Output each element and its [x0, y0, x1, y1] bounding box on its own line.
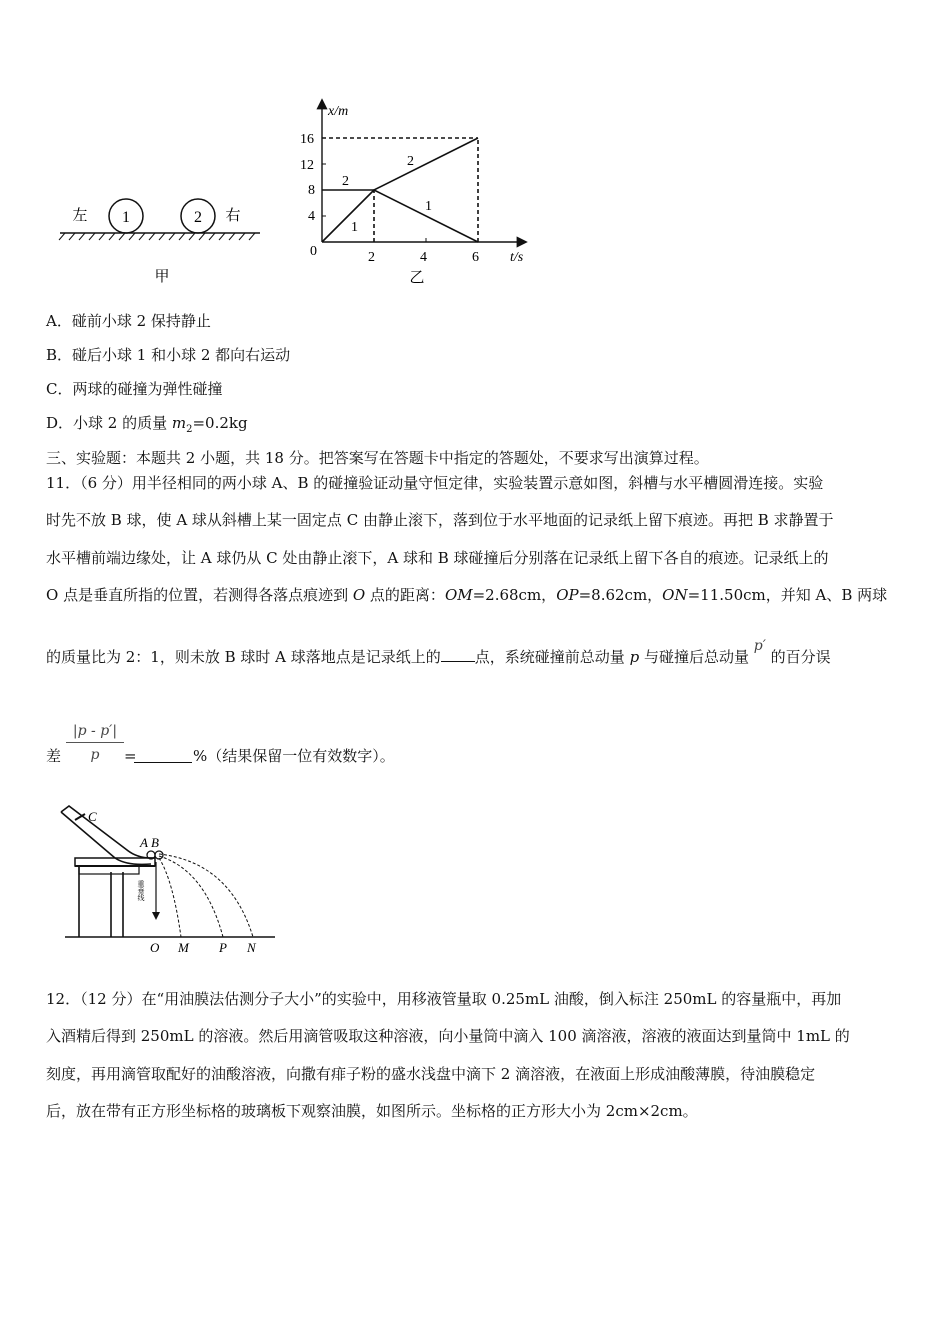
q11-line-4-text: O 点是垂直所指的位置，若测得各落点痕迹到: [46, 586, 353, 604]
option-d-suffix: =0.2kg: [192, 414, 248, 432]
caption-yi: 乙: [409, 270, 425, 286]
line-label-2-right: 2: [407, 154, 414, 169]
y-tick-12: 12: [300, 158, 314, 173]
q12-line-3: 刻度，再用滴管取配好的油酸溶液，向撒有痱子粉的盛水浅盘中滴下 2 滴溶液，在液面上形成油酸薄膜，待油膜稳定: [46, 1065, 816, 1083]
series-line-ball-1: [322, 190, 478, 242]
option-d-sub: 2: [186, 424, 193, 435]
q12-line-4: 后，放在带有正方形坐标格的玻璃板下观察油膜，如图所示。坐标格的正方形大小为 2cm×2cm。: [46, 1102, 698, 1120]
op-var: OP: [556, 586, 579, 604]
p-prime-var: p′: [753, 638, 766, 654]
origin-label: 0: [310, 244, 317, 259]
q11-line-5-text-d: 的百分误: [765, 648, 831, 666]
q11-line-5-text-b: 点，系统碰撞前总动量: [474, 648, 630, 666]
line-label-1-lower: 1: [351, 220, 358, 235]
label-m: M: [178, 940, 189, 955]
q11-line-5-text: 的质量比为 2：1，则未放 B 球时 A 球落地点是记录纸上的: [46, 648, 441, 666]
om-var: OM: [444, 586, 473, 604]
line-label-1-right: 1: [425, 199, 432, 214]
q11-line-5: [46, 638, 831, 668]
on-var: ON: [662, 586, 688, 604]
q11-line-1: 11．（6 分）用半径相同的两小球 A、B 的碰撞验证动量守恒定律，实验装置示意如图，斜槽与水平槽圆滑连接。实验: [46, 474, 824, 492]
q11-line-6-text: 差: [46, 747, 62, 765]
answer-blank-point[interactable]: [441, 647, 475, 662]
on-value: =11.50cm，并知 A、B 两球: [687, 586, 888, 604]
trajectory-m: [159, 858, 181, 937]
ground-hatching: [59, 233, 255, 240]
right-label: 右: [225, 208, 241, 224]
q11-line-4-text-b: 点的距离：: [365, 586, 445, 604]
left-label: 左: [72, 208, 88, 224]
q11-line-3: 水平槽前端边缘处，让 A 球仍从 C 处由静止滚下，A 球和 B 球碰撞后分别落在记录纸上留下各自的痕迹。记录纸上的: [46, 549, 829, 567]
x-axis-label: t/s: [510, 250, 524, 265]
trajectory-p: [159, 856, 223, 937]
x-tick-4: 4: [420, 250, 427, 265]
section-3-heading: 三、实验题：本题共 2 小题，共 18 分。把答案写在答题卡中指定的答题处，不要求写出演算过程。: [46, 449, 709, 467]
option-d: [46, 413, 248, 440]
q12-line-2: 入酒精后得到 250mL 的溶液。然后用滴管吸取这种溶液，向小量筒中滴入 100 滴溶液，溶液的液面达到量筒中 1mL 的: [46, 1027, 850, 1045]
label-n: N: [247, 940, 256, 955]
q11-equals: =: [124, 747, 137, 765]
op-value: =8.62cm，: [578, 586, 663, 604]
ball-2-label: 2: [194, 209, 202, 226]
ball-b: [155, 851, 163, 859]
q11-line-2: 时先不放 B 球，使 A 球从斜槽上某一固定点 C 由静止滚下，落到位于水平地面的记录纸上留下痕迹。再把 B 求静置于: [46, 511, 834, 529]
option-c: C．两球的碰撞为弹性碰撞: [46, 380, 223, 398]
q12-line-1: 12．（12 分）在“用油膜法估测分子大小”的实验中，用移液管量取 0.25mL 油酸，倒入标注 250mL 的容量瓶中，再加: [46, 990, 842, 1008]
plumb-label: 重垂线: [137, 880, 145, 901]
fraction-numerator: |p - p′|: [66, 720, 124, 743]
fraction-denominator: p: [90, 747, 100, 763]
line-label-2-upper: 2: [342, 174, 349, 189]
c-label: C: [88, 809, 97, 824]
y-tick-16: 16: [300, 132, 314, 147]
option-a: A．碰前小球 2 保持静止: [46, 312, 211, 330]
om-value: =2.68cm，: [472, 586, 557, 604]
label-o: O: [150, 940, 160, 955]
p-var: p: [629, 648, 640, 666]
q11-o-var: O: [352, 586, 366, 604]
y-axis-label: x/m: [328, 104, 349, 119]
ab-label: A B: [140, 835, 159, 850]
y-tick-4: 4: [308, 209, 315, 224]
x-tick-6: 6: [472, 250, 479, 265]
q11-line-5-text-c: 与碰撞后总动量: [639, 648, 754, 666]
collision-apparatus-figure: [55, 800, 285, 960]
q11-line-6-text-c: %（结果保留一位有效数字）。: [193, 747, 395, 765]
option-d-prefix: D．小球 2 的质量: [46, 414, 172, 432]
figure-jia: [55, 188, 270, 288]
answer-blank-percent[interactable]: [134, 748, 192, 763]
ball-1-label: 1: [122, 209, 130, 226]
x-tick-2: 2: [368, 250, 375, 265]
q11-line-4: [46, 585, 887, 605]
option-b: B．碰后小球 1 和小球 2 都向右运动: [46, 346, 291, 364]
error-fraction: [66, 720, 124, 767]
figure-yi-xt-graph: [290, 95, 540, 295]
incline-chute: [61, 806, 155, 858]
y-tick-8: 8: [308, 183, 315, 198]
option-d-var: m: [171, 414, 187, 432]
label-p: P: [219, 940, 227, 955]
caption-jia: 甲: [154, 269, 170, 285]
